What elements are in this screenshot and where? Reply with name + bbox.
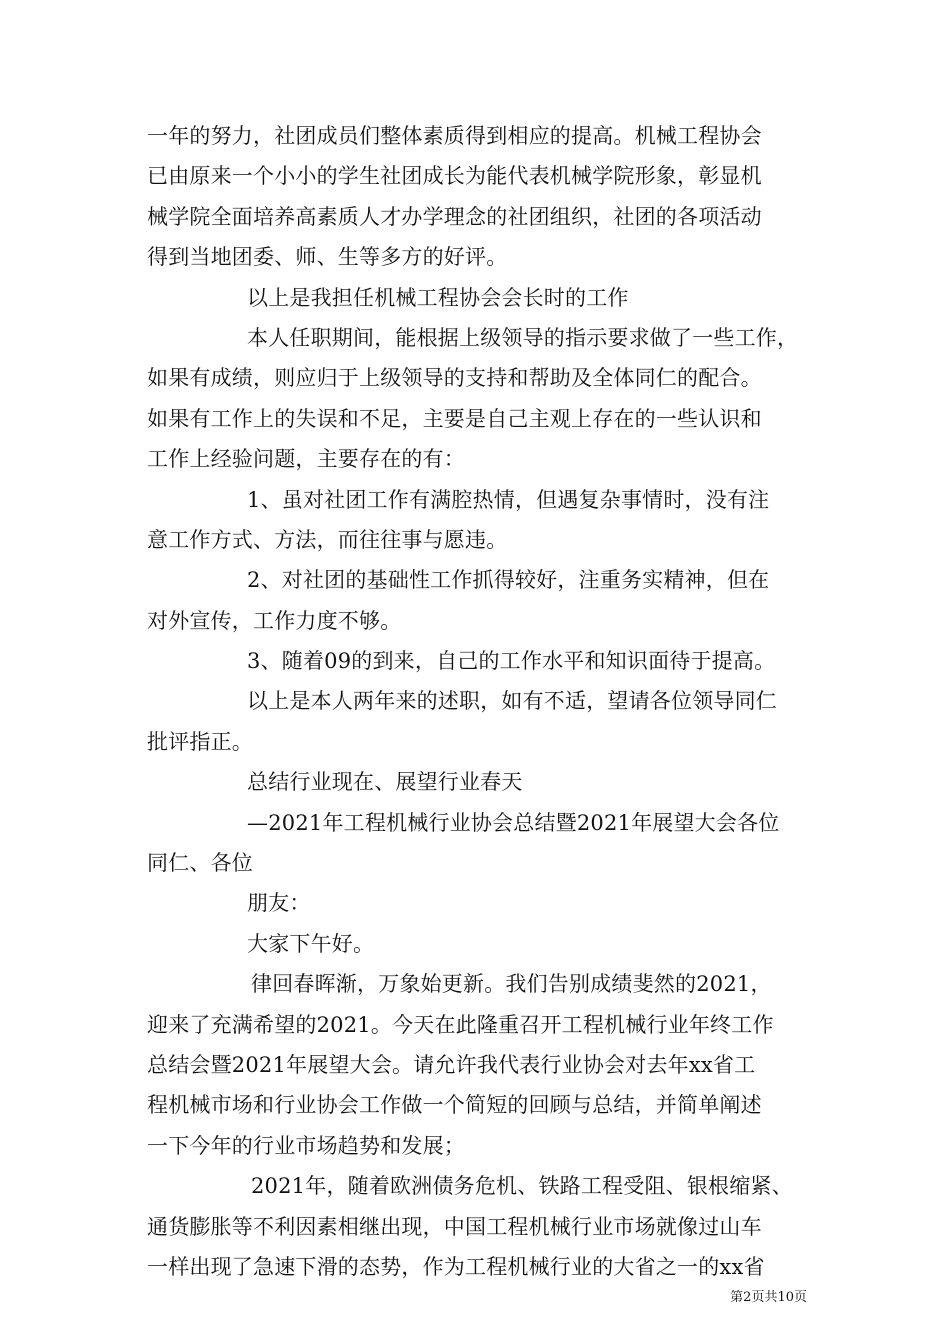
body-line: 3、随着09的到来，自己的工作水平和知识面待于提高。 xyxy=(247,649,776,674)
body-line: 同仁、各位 xyxy=(147,851,253,876)
body-line: 意工作方式、方法，而往往事与愿违。 xyxy=(147,527,508,552)
body-line: 以上是本人两年来的述职，如有不适，望请各位领导同仁 xyxy=(247,689,777,714)
section-subtitle: —2021年工程机械行业协会总结暨2021年展望大会各位 xyxy=(247,810,780,835)
body-line: 得到当地团委、师、生等多方的好评。 xyxy=(147,245,508,270)
section-title: 总结行业现在、展望行业春天 xyxy=(247,770,523,795)
body-line: 对外宣传，工作力度不够。 xyxy=(147,608,402,633)
body-line: 一样出现了急速下滑的态势，作为工程机械行业的大省之一的xx省 xyxy=(147,1254,765,1279)
body-line: 通货膨胀等不利因素相继出现，中国工程机械行业市场就像过山车 xyxy=(147,1214,762,1239)
body-line: 以上是我担任机械工程协会会长时的工作 xyxy=(247,285,629,310)
body-line: 工作上经验问题，主要存在的有： xyxy=(147,447,465,472)
salutation: 朋友： xyxy=(247,891,311,916)
body-line: 1、虽对社团工作有满腔热情，但遇复杂事情时，没有注 xyxy=(247,487,770,512)
greeting: 大家下午好。 xyxy=(247,931,375,956)
body-line: 本人任职期间，能根据上级领导的指示要求做了一些工作， xyxy=(247,325,799,350)
page-number: 第2页共10页 xyxy=(730,1290,807,1305)
body-line: 已由原来一个小小的学生社团成长为能代表机械学院形象，彰显机 xyxy=(147,164,762,189)
body-line: 批评指正。 xyxy=(147,729,253,754)
body-line: 2、对社团的基础性工作抓得较好，注重务实精神，但在 xyxy=(247,568,770,593)
page-footer xyxy=(0,1290,950,1306)
body-line: 如果有成绩，则应归于上级领导的支持和帮助及全体同仁的配合。 xyxy=(147,366,762,391)
document-body xyxy=(147,116,815,1287)
body-line: 如果有工作上的失误和不足，主要是自己主观上存在的一些认识和 xyxy=(147,406,762,431)
body-line: 械学院全面培养高素质人才办学理念的社团组织，社团的各项活动 xyxy=(147,204,762,229)
body-line: 一下今年的行业市场趋势和发展； xyxy=(147,1133,465,1158)
body-line: 2021年，随着欧洲债务危机、铁路工程受阻、银根缩紧、 xyxy=(251,1174,793,1199)
body-line: 一年的努力，社团成员们整体素质得到相应的提高。机械工程协会 xyxy=(147,124,762,148)
body-line: 律回春晖渐，万象始更新。我们告别成绩斐然的2021， xyxy=(251,972,772,997)
body-line: 迎来了充满希望的2021。今天在此隆重召开工程机械行业年终工作 xyxy=(147,1012,774,1037)
body-line: 程机械市场和行业协会工作做一个简短的回顾与总结，并简单阐述 xyxy=(147,1093,762,1118)
body-line: 总结会暨2021年展望大会。请允许我代表行业协会对去年xx省工 xyxy=(147,1052,756,1077)
